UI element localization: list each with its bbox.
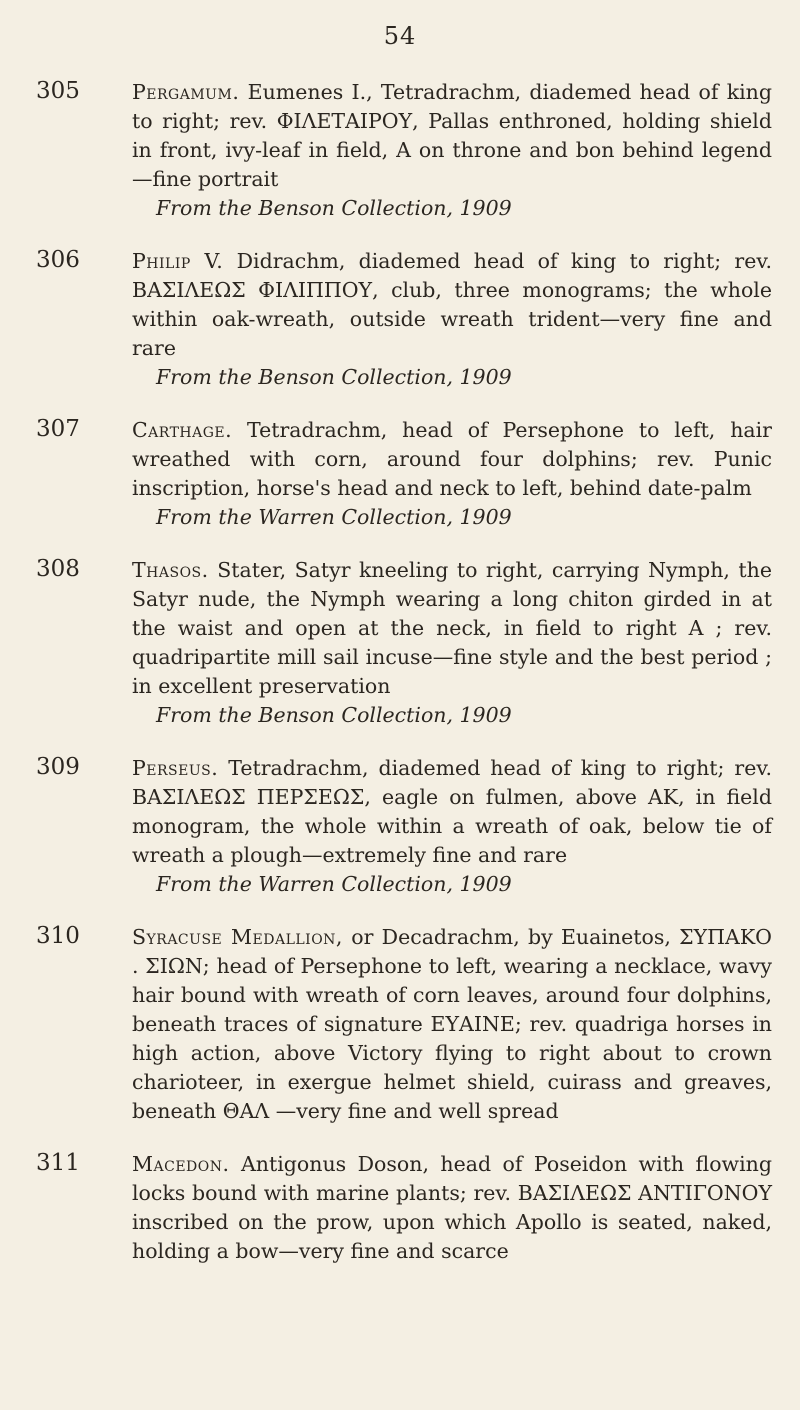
lot-provenance: From the Benson Collection, 1909 (156, 365, 512, 389)
page-number: 54 (383, 22, 417, 50)
lot-description (132, 78, 772, 223)
lot-description (132, 1150, 772, 1266)
lot-text: Tetradrachm, head of Persephone to left, hair wreathed with corn, around four dolphins; rev. Punic inscription, horse's head and neck to left, behind date-palm (132, 418, 772, 500)
lot-description (132, 416, 772, 532)
lot-entry-311 (0, 1150, 800, 1266)
lot-number: 305 (36, 78, 80, 104)
lot-text: or Decadrachm, by Euainetos, ΣΥΠΑΚΟ . ΣΙΩΝ; head of Persephone to left, wearing a necklace, wavy hair bound with wreath of corn leaves, around four dolphins, beneath traces of signature ΕΥΑΙΝΕ; rev. quadriga horses in high action, above Victory flying to right about to crown charioteer, in exergue helmet shield, cuirass and greaves, beneath ΘΑΛ —very fine and well spread (132, 925, 772, 1123)
lot-entry-305 (0, 78, 800, 223)
lot-text: Stater, Satyr kneeling to right, carrying Nymph, the Satyr nude, the Nymph wearing a long chiton girded in at the waist and open at the neck, in field to right A ; rev. quadripartite mill sail incuse—fine style and the best period ; in excellent preservation (132, 558, 772, 698)
lot-entry-308 (0, 556, 800, 730)
lot-name: Pergamum. (132, 80, 240, 104)
lot-text: Tetradrachm, diademed head of king to right; rev. ΒΑΣΙΛΕΩΣ ΠΕΡΣΕΩΣ, eagle on fulmen, above AK, in field monogram, the whole within a wreath of oak, below tie of wreath a plough—extremely fine and rare (132, 756, 772, 867)
lot-number: 309 (36, 754, 80, 780)
lot-entry-310 (0, 923, 800, 1126)
lot-provenance: From the Warren Collection, 1909 (156, 872, 512, 896)
lot-name: Syracuse Medallion, (132, 925, 343, 949)
lot-name: Macedon. (132, 1152, 230, 1176)
lot-number: 308 (36, 556, 80, 582)
lot-provenance: From the Benson Collection, 1909 (156, 703, 512, 727)
lot-number: 311 (36, 1150, 80, 1176)
lot-number: 310 (36, 923, 80, 949)
lot-name: Philip V. (132, 249, 224, 273)
lot-description (132, 754, 772, 899)
lot-entry-306 (0, 247, 800, 392)
lot-number: 306 (36, 247, 80, 273)
lot-entry-307 (0, 416, 800, 532)
lot-name: Thasos. (132, 558, 209, 582)
lot-description (132, 923, 772, 1126)
lot-text: Antigonus Doson, head of Poseidon with flowing locks bound with marine plants; rev. ΒΑΣΙΛΕΩΣ ΑΝΤΙΓΟΝΟΥ inscribed on the prow, upon which Apollo is seated, naked, holding a bow—very fine and scarce (132, 1152, 772, 1263)
lot-name: Perseus. (132, 756, 219, 780)
lot-name: Carthage. (132, 418, 233, 442)
lot-provenance: From the Benson Collection, 1909 (156, 196, 512, 220)
lot-description (132, 247, 772, 392)
lot-list (0, 78, 800, 1290)
lot-text: Didrachm, diademed head of king to right; rev. ΒΑΣΙΛΕΩΣ ΦΙΛΙΠΠΟΥ, club, three monograms; the whole within oak-wreath, outside wreath trident—very fine and rare (132, 249, 772, 360)
lot-number: 307 (36, 416, 80, 442)
lot-provenance: From the Warren Collection, 1909 (156, 505, 512, 529)
lot-text: Eumenes I., Tetradrachm, diademed head of king to right; rev. ΦΙΛΕΤΑΙΡΟΥ, Pallas enthroned, holding shield in front, ivy-leaf in field, A on throne and bon behind legend—fine portrait (132, 80, 772, 191)
lot-description (132, 556, 772, 730)
lot-entry-309 (0, 754, 800, 899)
